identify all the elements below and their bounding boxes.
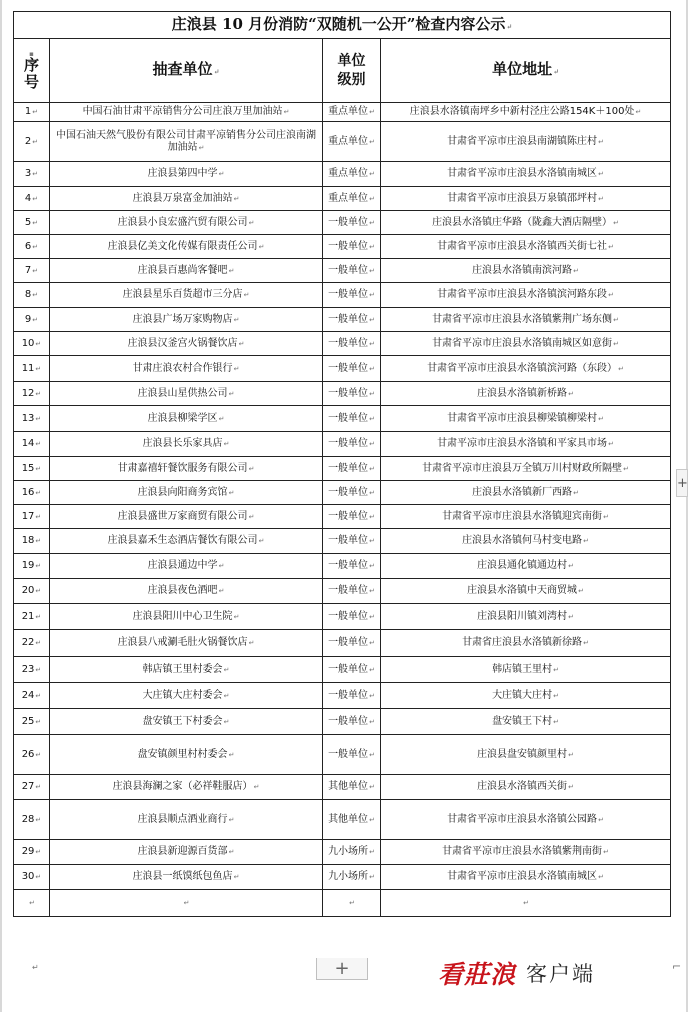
table-row [14,579,671,604]
cell-level: 其他单位↵ [323,775,381,800]
cell-unit: 盘安镇颜里村村委会↵ [50,735,323,775]
cell-unit: 庄浪县长乐家具店↵ [50,432,323,457]
cell-unit: 庄浪县顺点酒业商行↵ [50,800,323,840]
cell-seq: 13↵ [14,406,50,432]
cell-address: 甘肃省平凉市庄浪县水洛镇滨河路东段↵ [381,283,671,308]
cell-level: 一般单位↵ [323,579,381,604]
cell-address: 庄浪县水洛镇庄华路（陇鑫大酒店隔壁）↵ [381,211,671,235]
cell-address: 庄浪县水洛镇新厂西路↵ [381,481,671,505]
cell-level: 重点单位↵ [323,162,381,187]
cell-address: 甘肃省平凉市庄浪县水洛镇迎宾南街↵ [381,505,671,529]
cell-address: 甘肃省平凉市庄浪县柳梁镇柳梁村↵ [381,406,671,432]
cell-seq: 1↵ [14,103,50,122]
cell-address: 甘肃省平凉市庄浪县万泉镇邵坪村↵ [381,187,671,211]
title-row [14,12,671,39]
table-row [14,211,671,235]
cell-unit: 中国石油甘肃平凉销售分公司庄浪万里加油站↵ [50,103,323,122]
cell-seq: 12↵ [14,382,50,406]
cell-seq: 23↵ [14,657,50,683]
cell-seq: 6↵ [14,235,50,259]
cell-unit: 庄浪县万泉富金加油站↵ [50,187,323,211]
cell-level: 一般单位↵ [323,432,381,457]
cell-unit: 庄浪县百惠尚客餐吧↵ [50,259,323,283]
watermark-label: 客户端 [526,962,596,986]
cell-level: 一般单位↵ [323,709,381,735]
cell-seq: 4↵ [14,187,50,211]
cell-address: 甘肃省平凉市庄浪县水洛镇紫荆广场东侧↵ [381,308,671,332]
table-row [14,529,671,554]
cell-level: 一般单位↵ [323,406,381,432]
cell-seq: 28↵ [14,800,50,840]
cell-seq: 17↵ [14,505,50,529]
table-row [14,775,671,800]
cell-level: 一般单位↵ [323,554,381,579]
table-row [14,709,671,735]
cell-seq: 7↵ [14,259,50,283]
cell-address: 甘肃省平凉市庄浪县水洛镇南城区如意街↵ [381,332,671,356]
cell-address: 甘肃省平凉市庄浪县万全镇万川村财政所隔壁↵ [381,457,671,481]
cell-unit: 庄浪县嘉禾生态酒店餐饮有限公司↵ [50,529,323,554]
cell-level: 一般单位↵ [323,735,381,775]
cell-level: 一般单位↵ [323,481,381,505]
cell-seq: 15↵ [14,457,50,481]
table-row [14,481,671,505]
table-row [14,382,671,406]
cell-seq: 20↵ [14,579,50,604]
cell-seq: 25↵ [14,709,50,735]
cell-seq: 3↵ [14,162,50,187]
cell-level: 一般单位↵ [323,630,381,657]
cell-level: 一般单位↵ [323,505,381,529]
table-row [14,283,671,308]
table-row [14,505,671,529]
cell-seq: 18↵ [14,529,50,554]
cell-address: 盘安镇王下村↵ [381,709,671,735]
table-row [14,162,671,187]
header-seq: ▪ 序 号 [14,39,50,103]
cell-unit: 庄浪县盛世万家商贸有限公司↵ [50,505,323,529]
paragraph-mark-icon: ↵ [32,963,39,972]
cell-seq: 11↵ [14,356,50,382]
cell-unit: 庄浪县小良宏盛汽贸有限公司↵ [50,211,323,235]
header-level: 单位 级别 [323,39,381,103]
table-row [14,187,671,211]
watermark-brand: 看莊浪 [438,960,517,989]
cell-address: 大庄镇大庄村↵ [381,683,671,709]
cell-level: 九小场所↵ [323,865,381,890]
cell-seq: 24↵ [14,683,50,709]
cell-seq: 22↵ [14,630,50,657]
cell-seq: 27↵ [14,775,50,800]
cell-unit: 韩店镇王里村委会↵ [50,657,323,683]
header-row [14,39,671,103]
cell-seq: 9↵ [14,308,50,332]
cell-address: 甘肃省平凉市庄浪县水洛镇西关街七社↵ [381,235,671,259]
cell-unit: 庄浪县亿美文化传媒有限责任公司↵ [50,235,323,259]
table-row [14,554,671,579]
table-row [14,332,671,356]
cell-level: 一般单位↵ [323,283,381,308]
resize-grip-icon[interactable]: ⌐ [672,960,682,973]
cell-address: 甘肃平凉市庄浪县水洛镇和平家具市场↵ [381,432,671,457]
cell-seq: 2↵ [14,122,50,162]
cell-seq: 5↵ [14,211,50,235]
table-row [14,406,671,432]
header-address: 单位地址↵ [381,39,671,103]
table-row [14,122,671,162]
cell-seq: 30↵ [14,865,50,890]
header-unit: 抽查单位↵ [50,39,323,103]
table-row [14,683,671,709]
cell-address: 庄浪县阳川镇刘湾村↵ [381,604,671,630]
cell-level: 一般单位↵ [323,235,381,259]
table-row [14,735,671,775]
cell-unit: 甘肃庄浪农村合作银行↵ [50,356,323,382]
cell-level: 一般单位↵ [323,529,381,554]
cell-level: 重点单位↵ [323,122,381,162]
table-row [14,840,671,865]
cell-seq: 16↵ [14,481,50,505]
cell-unit: 庄浪县八戒涮毛肚火锅餐饮店↵ [50,630,323,657]
cell-seq: 8↵ [14,283,50,308]
cell-unit: 庄浪县一纸馍纸包鱼店↵ [50,865,323,890]
cell-level: 重点单位↵ [323,187,381,211]
cell-unit: 庄浪县向阳商务宾馆↵ [50,481,323,505]
cell-unit: 庄浪县汉釜宫火锅餐饮店↵ [50,332,323,356]
watermark-logo [438,956,595,990]
cell-address: 甘肃省平凉市庄浪县水洛镇紫荆南街↵ [381,840,671,865]
cell-unit: 庄浪县新迎源百货部↵ [50,840,323,865]
empty-row [14,890,671,917]
add-sheet-icon[interactable]: + [316,958,368,980]
empty-cell: ↵ [323,890,381,917]
cell-unit: 大庄镇大庄村委会↵ [50,683,323,709]
table-row [14,259,671,283]
table-row [14,657,671,683]
cell-level: 一般单位↵ [323,657,381,683]
cell-unit: 庄浪县第四中学↵ [50,162,323,187]
table-row [14,235,671,259]
cell-unit: 盘安镇王下村委会↵ [50,709,323,735]
table-row [14,457,671,481]
table-row [14,604,671,630]
page-edge-left [0,0,2,1012]
cell-seq: 29↵ [14,840,50,865]
cell-address: 甘肃省平凉市庄浪县水洛镇南城区↵ [381,865,671,890]
cell-seq: 10↵ [14,332,50,356]
cell-level: 一般单位↵ [323,604,381,630]
cell-address: 庄浪县水洛镇西关街↵ [381,775,671,800]
cell-address: 甘肃省平凉市庄浪县水洛镇南城区↵ [381,162,671,187]
cell-unit: 庄浪县通边中学↵ [50,554,323,579]
cell-unit: 庄浪县海澜之家（必祥鞋服店）↵ [50,775,323,800]
cell-address: 韩店镇王里村↵ [381,657,671,683]
table-row [14,103,671,122]
cell-level: 一般单位↵ [323,683,381,709]
cell-seq: 21↵ [14,604,50,630]
cell-level: 九小场所↵ [323,840,381,865]
empty-cell: ↵ [381,890,671,917]
table-row [14,800,671,840]
cell-seq: 14↵ [14,432,50,457]
cell-unit: 庄浪县山星供热公司↵ [50,382,323,406]
cell-unit: 庄浪县柳梁学区↵ [50,406,323,432]
cell-address: 庄浪县水洛镇南滨河路↵ [381,259,671,283]
side-add-icon[interactable]: + [676,469,688,497]
cell-address: 甘肃省平凉市庄浪县水洛镇公园路↵ [381,800,671,840]
cell-unit: 庄浪县广场万家购物店↵ [50,308,323,332]
cell-unit: 庄浪县星乐百货超市三分店↵ [50,283,323,308]
table-row [14,308,671,332]
cell-unit: 甘肃嘉禧轩餐饮服务有限公司↵ [50,457,323,481]
cell-address: 庄浪县通化镇通边村↵ [381,554,671,579]
paragraph-mark-icon: ▪ [29,49,34,58]
cell-level: 一般单位↵ [323,211,381,235]
empty-cell: ↵ [14,890,50,917]
cell-unit: 庄浪县阳川中心卫生院↵ [50,604,323,630]
table-row [14,356,671,382]
table-row [14,630,671,657]
cell-level: 其他单位↵ [323,800,381,840]
cell-level: 一般单位↵ [323,356,381,382]
cell-unit: 庄浪县夜色酒吧↵ [50,579,323,604]
inspection-table [13,11,671,917]
cell-level: 一般单位↵ [323,308,381,332]
cell-address: 庄浪县盘安镇颜里村↵ [381,735,671,775]
cell-level: 一般单位↵ [323,382,381,406]
cell-address: 甘肃省庄浪县水洛镇新徐路↵ [381,630,671,657]
cell-address: 庄浪县水洛镇新桥路↵ [381,382,671,406]
cell-level: 一般单位↵ [323,457,381,481]
cell-seq: 19↵ [14,554,50,579]
table-title: 庄浪县 10 月份消防“双随机一公开”检查内容公示↵ [14,12,671,39]
table-row [14,865,671,890]
cell-address: 庄浪县水洛镇何马村变电路↵ [381,529,671,554]
cell-level: 一般单位↵ [323,332,381,356]
cell-address: 甘肃省平凉市庄浪县南湖镇陈庄村↵ [381,122,671,162]
cell-address: 庄浪县水洛镇南坪乡中新村泾庄公路154K＋100处↵ [381,103,671,122]
cell-address: 庄浪县水洛镇中天商贸城↵ [381,579,671,604]
cell-address: 甘肃省平凉市庄浪县水洛镇滨河路（东段）↵ [381,356,671,382]
cell-level: 一般单位↵ [323,259,381,283]
cell-unit: 中国石油天然气股份有限公司甘肃平凉销售分公司庄浪南湖加油站↵ [50,122,323,162]
table-row [14,432,671,457]
cell-level: 重点单位↵ [323,103,381,122]
empty-cell: ↵ [50,890,323,917]
cell-seq: 26↵ [14,735,50,775]
